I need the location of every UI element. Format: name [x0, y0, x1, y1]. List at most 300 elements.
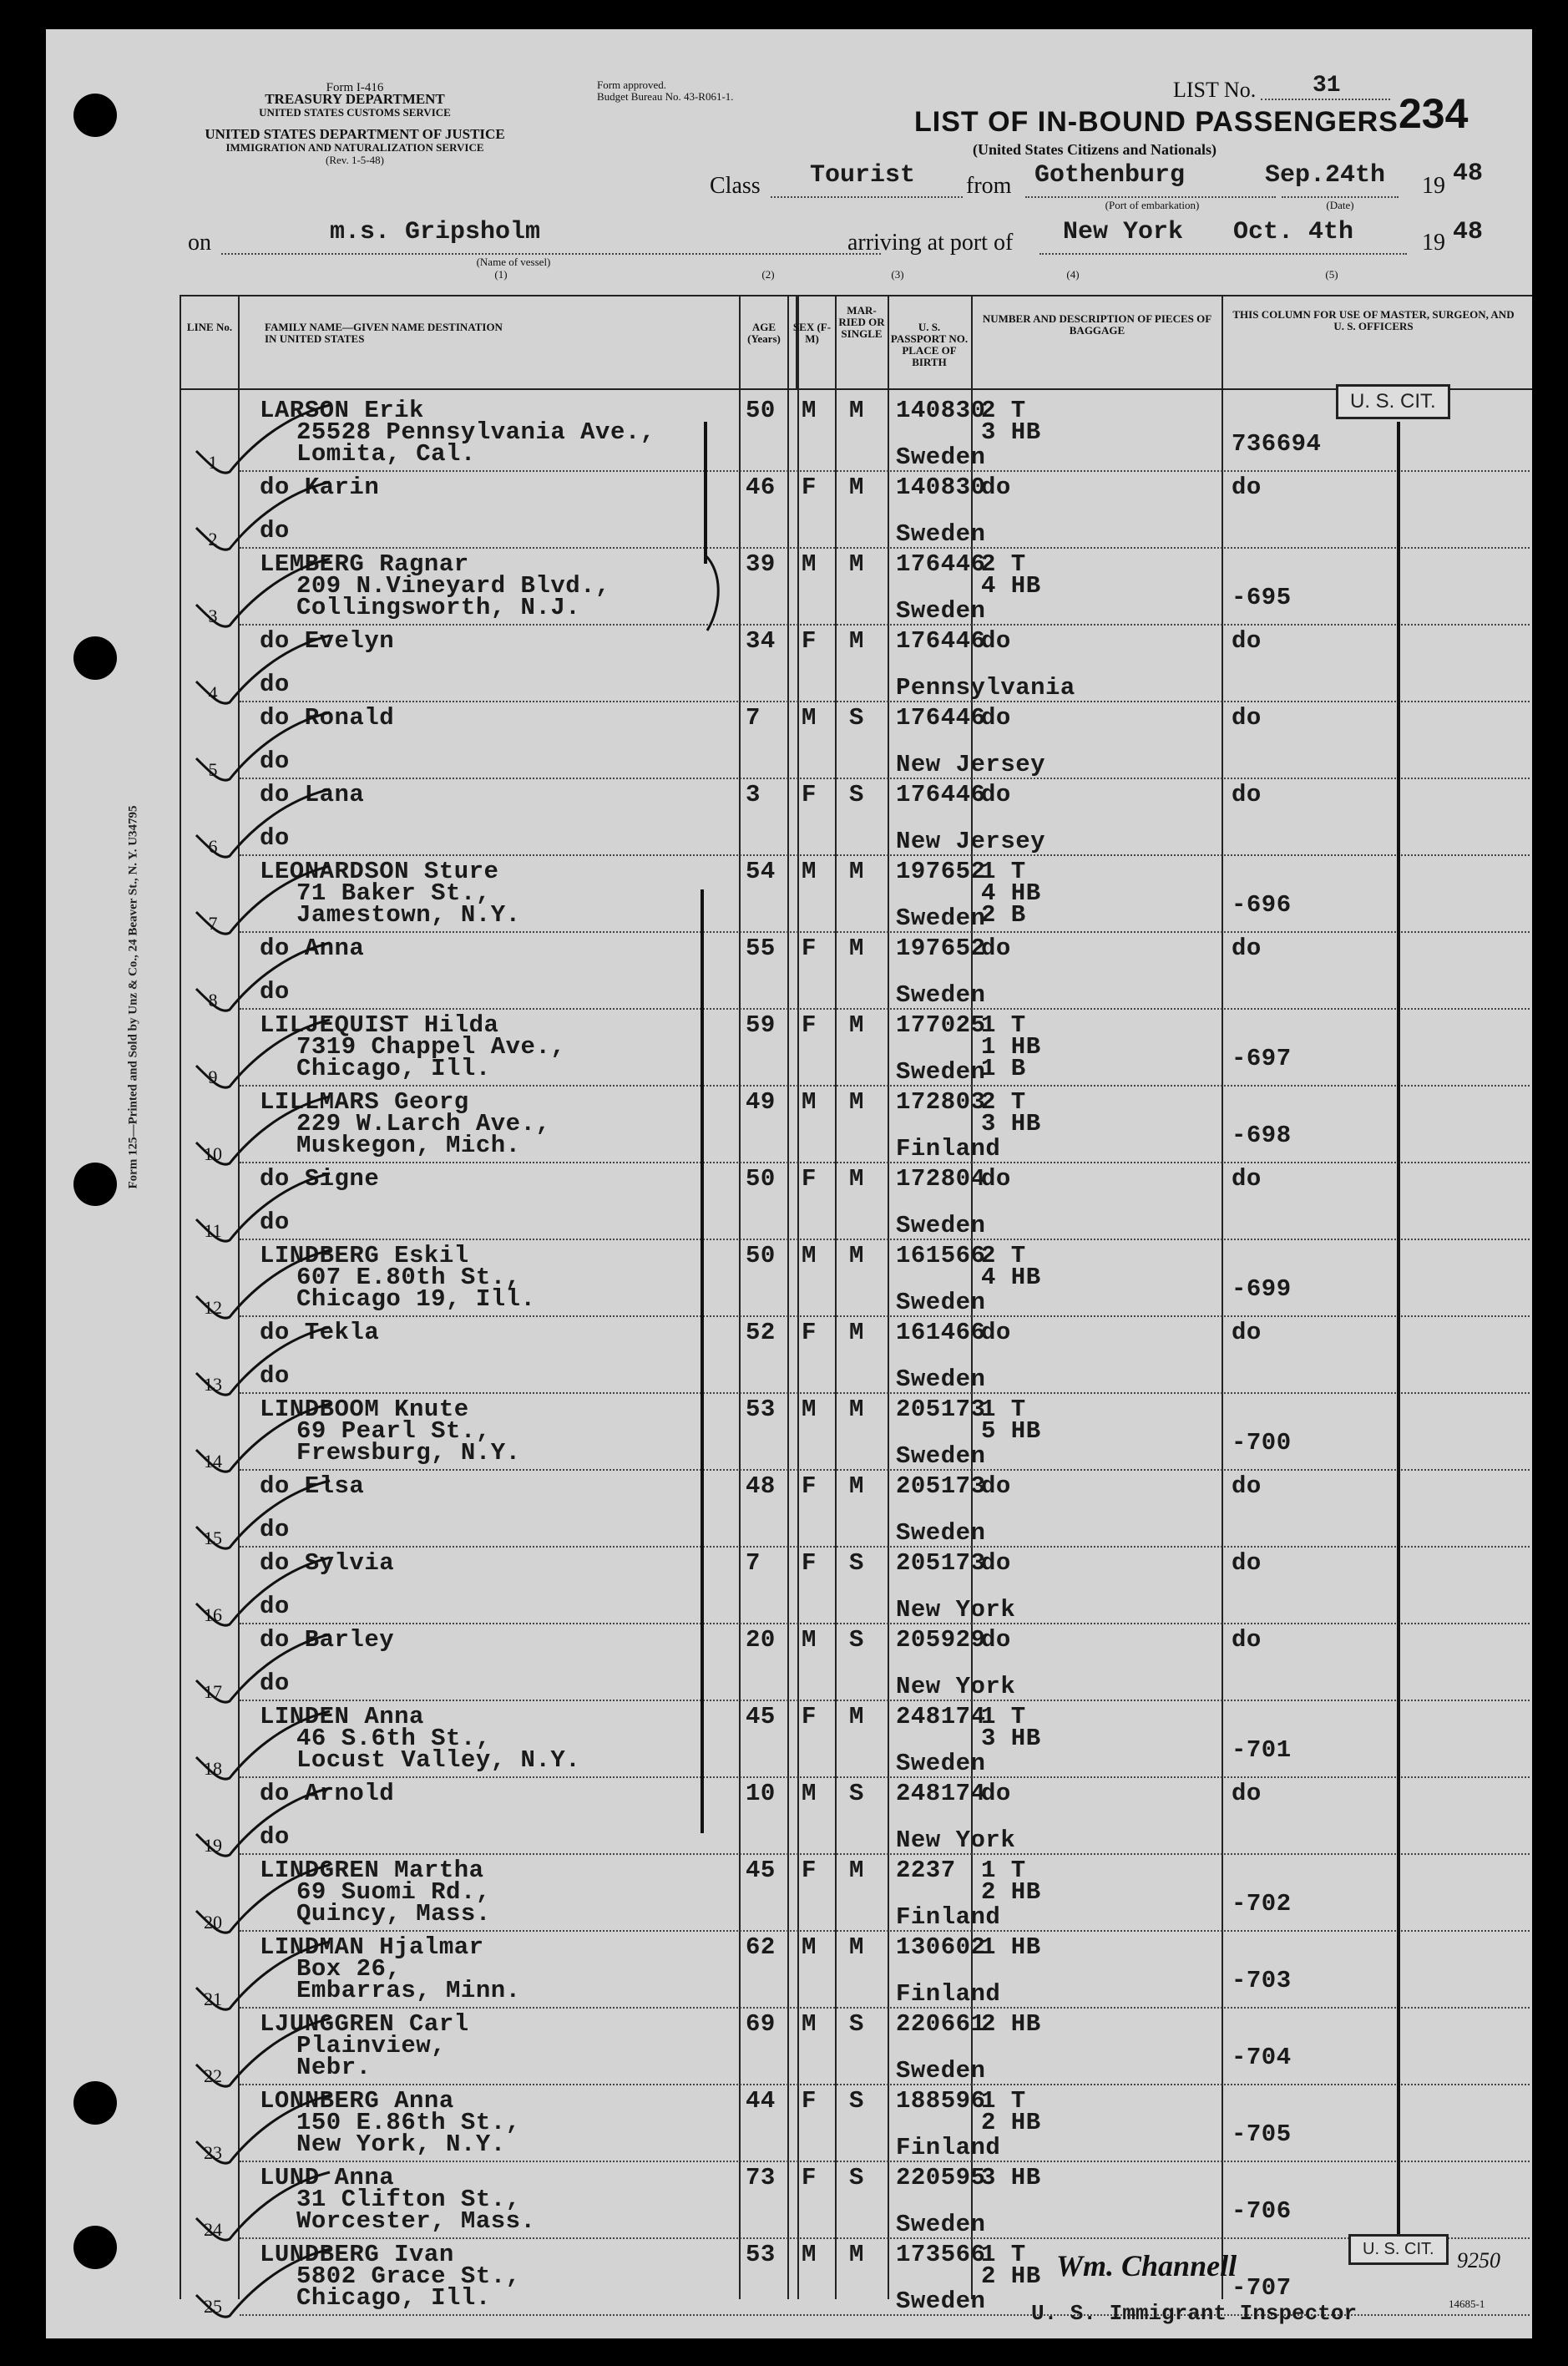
handwritten-brackets	[697, 413, 781, 1833]
line-number: 10	[204, 1143, 222, 1164]
passport-cell: 197652	[896, 858, 986, 885]
table-top-border	[180, 295, 1532, 296]
marital-cell: S	[849, 2010, 864, 2038]
checkmark-icon	[188, 2014, 355, 2098]
sex-cell: F	[802, 1549, 817, 1577]
sex-cell: M	[802, 397, 817, 424]
baggage-cell: 2 HB	[981, 2010, 1041, 2038]
row-separator	[240, 2161, 1530, 2162]
sex-cell: F	[802, 1857, 817, 1884]
list-number-label: LIST No.	[1173, 78, 1257, 102]
date-line	[1282, 196, 1399, 198]
passport-cell: 172804	[896, 1165, 986, 1193]
baggage-cell: do	[981, 627, 1011, 655]
city-line: do	[260, 1516, 290, 1543]
binder-hole	[73, 1163, 117, 1206]
birthplace-cell: Finland	[896, 2134, 1001, 2161]
passport-cell: 220595	[896, 2164, 986, 2191]
col-divider-7	[1222, 295, 1223, 2299]
passport-cell: 140830	[896, 397, 986, 424]
age-cell: 69	[746, 2010, 776, 2038]
col-header-name: FAMILY NAME—GIVEN NAME DESTINATION IN UNITED STATES	[265, 321, 503, 345]
arriving-label: arriving at port of	[847, 230, 1014, 256]
col-divider-3	[797, 295, 799, 2299]
city-line: Muskegon, Mich.	[296, 1132, 521, 1159]
city-line: do	[260, 747, 290, 775]
budget-bureau: Budget Bureau No. 43-R061-1.	[597, 90, 734, 103]
marital-cell: S	[849, 1549, 864, 1577]
passport-cell: 205173	[896, 1472, 986, 1500]
row-separator	[240, 2007, 1530, 2009]
from-label: from	[966, 173, 1012, 199]
on-label: on	[188, 230, 211, 256]
age-cell: 50	[746, 1242, 776, 1269]
arrival-year-prefix: 19	[1422, 230, 1445, 256]
row-separator	[240, 1930, 1530, 1932]
sex-cell: M	[802, 858, 817, 885]
line-number: 24	[204, 2219, 222, 2240]
class-line	[771, 196, 963, 198]
age-cell: 7	[746, 704, 761, 732]
arrival-date: Oct. 4th	[1233, 218, 1354, 246]
passport-cell: 161466	[896, 1319, 986, 1346]
checkmark-icon	[188, 1477, 355, 1560]
name-line: LINDBOOM Knute	[260, 1396, 469, 1423]
age-cell: 55	[746, 935, 776, 962]
age-cell: 50	[746, 1165, 776, 1193]
colnum-5: (5)	[1325, 268, 1338, 281]
name-line: LARSON Erik	[260, 397, 424, 424]
name-line: do Ronald	[260, 704, 395, 732]
officer-cell: -700	[1232, 1429, 1292, 1457]
row-separator	[240, 1546, 1530, 1548]
passport-cell: 205173	[896, 1549, 986, 1577]
name-line: LJUNGGREN Carl	[260, 2010, 469, 2038]
city-line: do	[260, 1362, 290, 1390]
signature-number: 9250	[1457, 2248, 1500, 2272]
marital-cell: S	[849, 704, 864, 732]
checkmark-icon	[188, 1092, 355, 1176]
colnum-4: (4)	[1066, 268, 1080, 281]
col-header-married: MAR-RIED OR SINGLE	[838, 304, 885, 340]
passport-cell: 161566	[896, 1242, 986, 1269]
name-line: do Barley	[260, 1626, 395, 1654]
age-cell: 10	[746, 1780, 776, 1807]
baggage-cell: 2 HB	[981, 1878, 1041, 1906]
age-cell: 49	[746, 1088, 776, 1116]
checkmark-icon	[188, 708, 355, 792]
line-number: 23	[204, 2142, 222, 2163]
baggage-cell: 2 T	[981, 1088, 1026, 1116]
col-divider-age-sex-full	[787, 295, 789, 2299]
sex-cell: M	[802, 1242, 817, 1269]
marital-cell: S	[849, 2087, 864, 2115]
officer-cell: -696	[1232, 891, 1292, 919]
baggage-cell: 2 T	[981, 397, 1026, 424]
passport-cell: 248174	[896, 1780, 986, 1807]
sex-cell: M	[802, 2241, 817, 2268]
col-header-sex: SEX (F-M)	[792, 321, 832, 345]
birthplace-cell: Finland	[896, 1903, 1001, 1931]
row-separator	[240, 1776, 1530, 1778]
line-number: 7	[208, 913, 218, 934]
city-line: do	[260, 1208, 290, 1236]
officer-cell: -705	[1232, 2120, 1292, 2148]
baggage-cell: 1 HB	[981, 1933, 1041, 1961]
baggage-cell: do	[981, 935, 1011, 962]
row-separator	[240, 1623, 1530, 1624]
birthplace-cell: Sweden	[896, 2211, 986, 2238]
marital-cell: S	[849, 781, 864, 808]
birthplace-cell: Sweden	[896, 1289, 986, 1316]
line-number: 20	[204, 1912, 222, 1933]
line-number: 5	[208, 759, 218, 780]
address-line: Plainview,	[296, 2032, 447, 2059]
city-line: do	[260, 824, 290, 852]
name-line: LINDGREN Martha	[260, 1857, 484, 1884]
row-separator	[240, 931, 1530, 933]
list-subtitle: (United States Citizens and Nationals)	[973, 141, 1217, 158]
officer-cell: -695	[1232, 584, 1292, 611]
city-line: Locust Valley, N.Y.	[296, 1746, 581, 1774]
officer-cell: -701	[1232, 1736, 1292, 1764]
line-number: 21	[204, 1989, 222, 2009]
marital-cell: M	[849, 2241, 864, 2268]
baggage-cell: 1 T	[981, 1396, 1026, 1423]
officer-cell: -704	[1232, 2044, 1292, 2071]
col-header-passport: U. S. PASSPORT NO. PLACE OF BIRTH	[890, 321, 969, 368]
birthplace-cell: New Jersey	[896, 828, 1046, 855]
page-number: 234	[1399, 90, 1469, 137]
city-line: do	[260, 671, 290, 698]
col-header-age: AGE (Years)	[747, 321, 781, 345]
line-number: 15	[204, 1528, 222, 1548]
passport-cell: 188596	[896, 2087, 986, 2115]
sex-cell: M	[802, 1626, 817, 1654]
birthplace-cell: Sweden	[896, 1212, 986, 1239]
officer-cell: -703	[1232, 1967, 1292, 1994]
city-line: Jamestown, N.Y.	[296, 901, 521, 929]
officer-cell: do	[1232, 1165, 1262, 1193]
sex-cell: F	[802, 935, 817, 962]
baggage-cell: 2 T	[981, 550, 1026, 578]
justice-dept: UNITED STATES DEPARTMENT OF JUSTICE	[205, 126, 505, 142]
birthplace-cell: New Jersey	[896, 751, 1046, 778]
baggage-cell: do	[981, 1319, 1011, 1346]
row-separator	[240, 624, 1530, 626]
passport-cell: 248174	[896, 1703, 986, 1730]
birthplace-cell: Sweden	[896, 904, 986, 932]
sex-cell: F	[802, 1472, 817, 1500]
age-cell: 20	[746, 1626, 776, 1654]
name-line: LILLMARS Georg	[260, 1088, 469, 1116]
marital-cell: M	[849, 1242, 864, 1269]
sex-cell: M	[802, 2010, 817, 2038]
officer-cell: do	[1232, 627, 1262, 655]
city-line: Chicago 19, Ill.	[296, 1285, 536, 1313]
birthplace-cell: Sweden	[896, 1442, 986, 1470]
name-line: LILJEQUIST Hilda	[260, 1011, 499, 1039]
line-number: 11	[204, 1220, 222, 1241]
age-cell: 7	[746, 1549, 761, 1577]
city-line: do	[260, 517, 290, 545]
col-divider-5	[888, 295, 889, 2299]
address-line: 71 Baker St.,	[296, 879, 491, 907]
row-separator	[240, 1085, 1530, 1087]
row-separator	[240, 1008, 1530, 1010]
officer-cell: do	[1232, 704, 1262, 732]
age-cell: 34	[746, 627, 776, 655]
row-separator	[240, 778, 1530, 779]
marital-cell: M	[849, 1703, 864, 1730]
name-line: LINDMAN Hjalmar	[260, 1933, 484, 1961]
baggage-cell: 3 HB	[981, 418, 1041, 446]
row-separator	[240, 701, 1530, 702]
age-cell: 54	[746, 858, 776, 885]
address-line: 607 E.80th St.,	[296, 1264, 521, 1291]
birthplace-cell: Finland	[896, 1135, 1001, 1163]
age-cell: 46	[746, 474, 776, 501]
address-line: 25528 Pennsylvania Ave.,	[296, 418, 655, 446]
baggage-cell: do	[981, 1626, 1011, 1654]
officer-cell: -707	[1232, 2274, 1292, 2302]
line-number: 19	[204, 1835, 222, 1856]
checkmark-icon	[188, 401, 355, 484]
binder-hole	[73, 2081, 117, 2125]
name-line: LEONARDSON Sture	[260, 858, 499, 885]
vessel-label: (Name of vessel)	[476, 256, 551, 268]
passport-cell: 176446	[896, 781, 986, 808]
row-separator	[240, 470, 1530, 472]
line-number: 1	[208, 452, 218, 473]
name-line: do Lana	[260, 781, 365, 808]
vessel-line	[221, 253, 881, 255]
row-separator	[240, 1162, 1530, 1163]
baggage-cell: do	[981, 1780, 1011, 1807]
row-separator	[240, 1239, 1530, 1240]
sex-cell: M	[802, 550, 817, 578]
age-cell: 50	[746, 397, 776, 424]
passport-cell: 205929	[896, 1626, 986, 1654]
baggage-cell: 3 HB	[981, 1725, 1041, 1752]
name-line: LEMBERG Ragnar	[260, 550, 469, 578]
city-line: Worcester, Mass.	[296, 2207, 536, 2235]
baggage-cell: 1 T	[981, 2241, 1026, 2268]
officer-cell: -698	[1232, 1122, 1292, 1149]
baggage-cell: 4 HB	[981, 572, 1041, 600]
col-header-line: LINE No.	[186, 321, 233, 333]
sex-cell: F	[802, 1319, 817, 1346]
baggage-cell: 2 HB	[981, 2262, 1041, 2290]
officer-cell: do	[1232, 1549, 1262, 1577]
officer-cell: -699	[1232, 1275, 1292, 1303]
us-citizen-stamp-bottom: U. S. CIT.	[1348, 2234, 1449, 2265]
age-cell: 39	[746, 550, 776, 578]
city-line: Chicago, Ill.	[296, 1055, 491, 1082]
checkmark-icon	[188, 1246, 355, 1330]
sex-cell: M	[802, 1088, 817, 1116]
name-line: do Anna	[260, 935, 365, 962]
manifest-page	[46, 29, 1532, 2338]
birthplace-cell: Sweden	[896, 1365, 986, 1393]
age-cell: 45	[746, 1857, 776, 1884]
officer-cell: do	[1232, 1626, 1262, 1654]
sex-cell: M	[802, 1396, 817, 1423]
sex-cell: F	[802, 1011, 817, 1039]
name-line: do Elsa	[260, 1472, 365, 1500]
departure-date: Sep.24th	[1265, 161, 1386, 190]
port-embarkation: Gothenburg	[1034, 161, 1186, 190]
list-title: LIST OF IN-BOUND PASSENGERS	[914, 106, 1399, 138]
line-number: 13	[204, 1374, 222, 1395]
baggage-cell: do	[981, 704, 1011, 732]
age-cell: 3	[746, 781, 761, 808]
sex-cell: F	[802, 781, 817, 808]
baggage-cell: do	[981, 1549, 1011, 1577]
sex-cell: M	[802, 704, 817, 732]
baggage-cell: 2 B	[981, 901, 1026, 929]
line-number: 2	[208, 529, 218, 550]
line-number: 4	[208, 682, 218, 703]
baggage-cell: 1 T	[981, 1011, 1026, 1039]
address-line: 46 S.6th St.,	[296, 1725, 491, 1752]
officer-cell: do	[1232, 1472, 1262, 1500]
city-line: New York, N.Y.	[296, 2130, 506, 2158]
marital-cell: M	[849, 1857, 864, 1884]
date-label: (Date)	[1326, 199, 1354, 211]
marital-cell: S	[849, 2164, 864, 2191]
year-prefix: 19	[1422, 173, 1445, 199]
marital-cell: M	[849, 1933, 864, 1961]
passport-cell: 176446	[896, 627, 986, 655]
marital-cell: M	[849, 1319, 864, 1346]
line-number: 6	[208, 836, 218, 857]
form-approved: Form approved.	[597, 79, 667, 91]
checkmark-icon	[188, 1553, 355, 1637]
name-line: LONNBERG Anna	[260, 2087, 454, 2115]
city-line: Nebr.	[296, 2054, 372, 2081]
sex-cell: F	[802, 1165, 817, 1193]
treasury-dept: TREASURY DEPARTMENT	[265, 91, 445, 107]
city-line: Lomita, Cal.	[296, 440, 476, 468]
officer-cell: do	[1232, 474, 1262, 501]
city-line: do	[260, 1669, 290, 1697]
address-line: 229 W.Larch Ave.,	[296, 1110, 551, 1137]
address-line: 31 Clifton St.,	[296, 2186, 521, 2213]
name-line: do Sylvia	[260, 1549, 395, 1577]
class-value: Tourist	[810, 161, 916, 190]
birthplace-cell: Sweden	[896, 1750, 986, 1777]
baggage-cell: 4 HB	[981, 879, 1041, 907]
passport-cell: 176446	[896, 704, 986, 732]
birthplace-cell: New York	[896, 1826, 1016, 1854]
binder-hole	[73, 2226, 117, 2269]
col-header-baggage: NUMBER AND DESCRIPTION OF PIECES OF BAGGAGE	[982, 312, 1212, 337]
name-line: LINDBERG Eskil	[260, 1242, 469, 1269]
passport-cell: 197652	[896, 935, 986, 962]
baggage-cell: 3 HB	[981, 2164, 1041, 2191]
printer-imprint: Form 125—Printed and Sold by Unz & Co., 24 Beaver St., N. Y. U34795	[126, 805, 140, 1189]
officer-cell: do	[1232, 935, 1262, 962]
officer-cell: do	[1232, 1780, 1262, 1807]
checkmark-icon	[188, 2245, 355, 2328]
birthplace-cell: Sweden	[896, 597, 986, 625]
line-number: 9	[208, 1066, 218, 1087]
marital-cell: M	[849, 935, 864, 962]
city-line: Chicago, Ill.	[296, 2284, 491, 2312]
city-line: do	[260, 1823, 290, 1851]
birthplace-cell: Sweden	[896, 1519, 986, 1547]
checkmark-icon	[188, 1707, 355, 1791]
sex-cell: F	[802, 1703, 817, 1730]
line-number: 16	[204, 1604, 222, 1625]
passport-cell: 2237	[896, 1857, 956, 1884]
address-line: 209 N.Vineyard Blvd.,	[296, 572, 610, 600]
marital-cell: M	[849, 1011, 864, 1039]
baggage-cell: do	[981, 1165, 1011, 1193]
baggage-cell: 2 HB	[981, 2109, 1041, 2136]
officer-cell: 736694	[1232, 430, 1322, 458]
marital-cell: M	[849, 397, 864, 424]
marital-cell: M	[849, 1088, 864, 1116]
arrival-year: 48	[1453, 218, 1484, 246]
line-number: 22	[204, 2065, 222, 2086]
line-number: 8	[208, 990, 218, 1011]
row-separator	[240, 547, 1530, 549]
checkmark-icon	[188, 1016, 355, 1099]
name-line: do Evelyn	[260, 627, 395, 655]
row-separator	[240, 1315, 1530, 1317]
departure-year: 48	[1453, 160, 1484, 188]
baggage-cell: 1 T	[981, 1703, 1026, 1730]
checkmark-icon	[188, 939, 355, 1022]
inspector-signature: Wm. Channell	[1056, 2249, 1237, 2282]
row-separator	[240, 854, 1530, 856]
passport-cell: 176446	[896, 550, 986, 578]
birthplace-cell: Finland	[896, 1980, 1001, 2008]
birthplace-cell: New York	[896, 1596, 1016, 1624]
name-line: LUND Anna	[260, 2164, 395, 2191]
age-cell: 45	[746, 1703, 776, 1730]
line-number: 3	[208, 605, 218, 626]
inspector-label: U. S. Immigrant Inspector	[1031, 2301, 1358, 2326]
checkmark-icon	[188, 555, 355, 638]
us-citizen-stamp: U. S. CIT.	[1336, 384, 1450, 419]
marital-cell: M	[849, 1396, 864, 1423]
address-line: 150 E.86th St.,	[296, 2109, 521, 2136]
baggage-cell: 1 T	[981, 858, 1026, 885]
officer-cell: -706	[1232, 2197, 1292, 2225]
address-line: 7319 Chappel Ave.,	[296, 1033, 566, 1061]
line-number: 25	[204, 2296, 222, 2317]
class-label: Class	[710, 173, 761, 199]
name-line: do Tekla	[260, 1319, 380, 1346]
vessel-name: m.s. Gripsholm	[330, 218, 541, 246]
row-separator	[240, 1469, 1530, 1471]
birthplace-cell: Pennsylvania	[896, 674, 1075, 702]
address-line: Box 26,	[296, 1955, 402, 1983]
line-number: 14	[204, 1451, 222, 1472]
birthplace-cell: Sweden	[896, 443, 986, 471]
sex-cell: F	[802, 2087, 817, 2115]
binder-hole	[73, 94, 117, 137]
marital-cell: M	[849, 858, 864, 885]
name-line: LUNDBERG Ivan	[260, 2241, 454, 2268]
name-line: do Signe	[260, 1165, 380, 1193]
baggage-cell: 3 HB	[981, 1110, 1041, 1137]
age-cell: 62	[746, 1933, 776, 1961]
baggage-cell: 1 HB	[981, 1033, 1041, 1061]
